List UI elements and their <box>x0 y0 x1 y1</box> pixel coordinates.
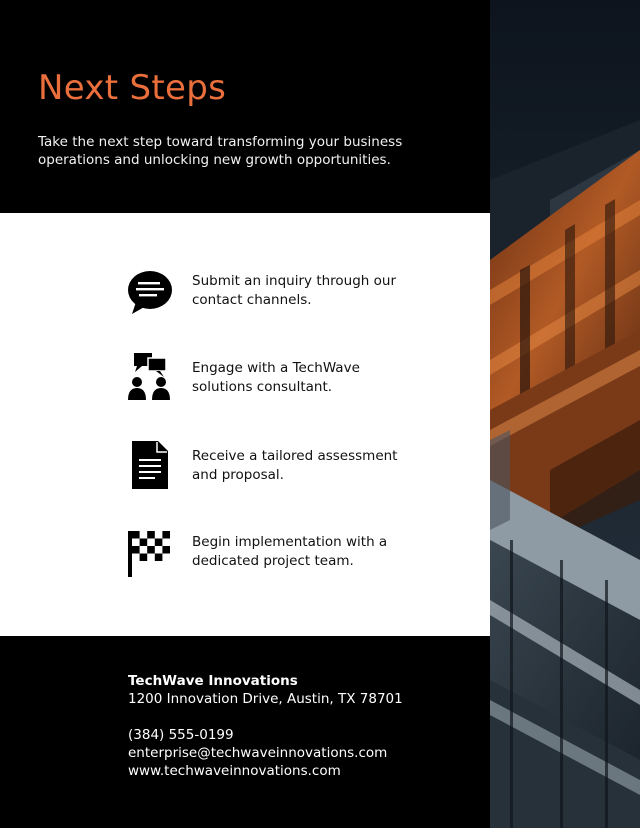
step-consultant <box>126 353 426 403</box>
company-name: TechWave Innovations <box>128 673 298 689</box>
email-link[interactable]: enterprise@techwaveinnovations.com <box>128 745 388 761</box>
checkered-flag-icon <box>126 529 174 579</box>
phone-number[interactable]: (384) 555-0199 <box>128 727 234 743</box>
page-title: Next Steps <box>38 68 227 108</box>
steps-section <box>0 213 490 636</box>
step-text: Begin implementation with a dedicated project team. <box>192 534 388 569</box>
step-proposal <box>126 441 426 491</box>
step-text: Submit an inquiry through our contact channels. <box>192 273 397 308</box>
page-subtitle: Take the next step toward transforming your business operations and unlocking new growth opportunities. <box>38 134 403 168</box>
document-icon <box>126 441 174 491</box>
step-text: Engage with a TechWave solutions consultant. <box>192 360 360 395</box>
company-address: 1200 Innovation Drive, Austin, TX 78701 <box>128 691 403 707</box>
step-implementation <box>126 529 426 579</box>
website-link[interactable]: www.techwaveinnovations.com <box>128 763 341 779</box>
step-inquiry <box>126 268 426 318</box>
header-section <box>0 0 490 213</box>
building-photo <box>490 0 640 828</box>
chat-bubble-icon <box>126 268 174 318</box>
contact-footer <box>0 636 490 828</box>
step-text: Receive a tailored assessment and proposal. <box>192 448 398 483</box>
consultation-icon <box>126 353 174 403</box>
